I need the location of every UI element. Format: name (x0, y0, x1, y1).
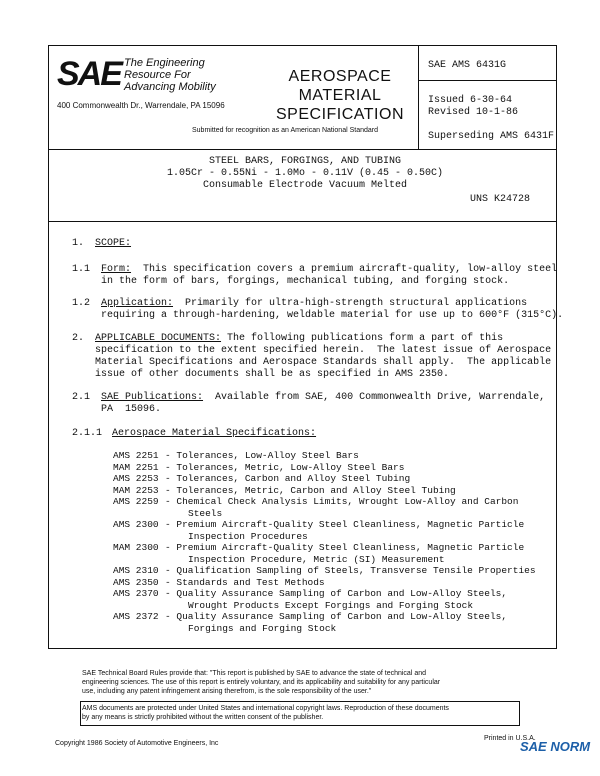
section-2-number: 2. (72, 333, 85, 344)
frame-bottom-line (48, 648, 557, 649)
spec-item-continuation: Steels (188, 507, 223, 519)
section-1-1-number: 1.1 (72, 264, 91, 275)
issued-date: Issued 6-30-64 (428, 95, 513, 106)
section-1-heading: SCOPE: (95, 238, 132, 249)
technical-board-rules: SAE Technical Board Rules provide that: "This report is published by SAE to advance the state of technical and engineering sciences. The use of this report is entirely voluntary, and its applicability and suitability for any particular use, including any patent infringement arising therefrom, is the sole responsibility of the user." (82, 670, 441, 695)
section-2-line-2: specification to the extent specified herein. The latest issue of Aerospace (95, 345, 552, 356)
revised-date: Revised 10-1-86 (428, 107, 519, 118)
sae-tagline: The Engineering Resource For Advancing Mobility (124, 57, 216, 93)
spec-item-continuation: Forgings and Forging Stock (188, 622, 337, 634)
sae-logo: SAE (57, 55, 121, 93)
sae-address: 400 Commonwealth Dr., Warrendale, PA 15096 (57, 101, 225, 110)
title-line-1: STEEL BARS, FORGINGS, AND TUBING (208, 156, 402, 167)
frame-right-line (556, 45, 557, 648)
copyright-notice: AMS documents are protected under United States and international copyright laws. Reproduction of these documents by any means is strictly prohibited without the written consent of the publisher. (82, 705, 449, 721)
section-2-1-number: 2.1 (72, 392, 91, 403)
document-number: SAE AMS 6431G (428, 60, 507, 71)
spec-item: AMS 2350 - Standards and Test Methods (113, 576, 325, 588)
section-2-line-1: APPLICABLE DOCUMENTS: The following publications form a part of this (95, 333, 504, 344)
section-1-2-number: 1.2 (72, 298, 91, 309)
section-1-2-line-2: requiring a through-hardening, weldable material for use up to 600°F (315°C). (101, 310, 564, 321)
spec-list (113, 450, 536, 634)
title-line-2: 1.05Cr - 0.55Ni - 1.0Mo - 0.11V (0.45 - 0.50C) (166, 168, 444, 179)
spec-item: AMS 2370 - Quality Assurance Sampling of Carbon and Low-Alloy Steels, (113, 588, 508, 599)
section-1-2-line-1: Application: Primarily for ultra-high-strength structural applications (101, 298, 528, 309)
copyright-line: Copyright 1986 Society of Automotive Engineers, Inc (55, 740, 219, 747)
spec-item: AMS 2310 - Qualification Sampling of Steels, Transverse Tensile Properties (113, 565, 536, 576)
printed-in-usa: Printed in U.S.A. (484, 735, 536, 742)
section-1-1-line-2: in the form of bars, forgings, mechanical tubing, and forging stock. (101, 276, 510, 287)
section-1-1-line-1: Form: This specification covers a premium aircraft-quality, low-alloy steel (101, 264, 558, 275)
superseding-note: Superseding AMS 6431F (428, 131, 555, 142)
ansi-submission-note: Submitted for recognition as an American National Standard (192, 127, 378, 134)
section-2-1-1-heading: Aerospace Material Specifications: (112, 428, 317, 439)
title-line-3: Consumable Electrode Vacuum Melted (202, 180, 408, 191)
frame-left-line (48, 45, 49, 648)
spec-item-continuation: Inspection Procedures (188, 530, 308, 542)
section-2-line-4: issue of other documents shall be as specified in AMS 2350. (95, 369, 450, 380)
header-divider (48, 149, 556, 150)
section-2-1-1-number: 2.1.1 (72, 428, 103, 439)
section-2-line-3: Material Specifications and Aerospace Standards shall apply. The applicable (95, 357, 552, 368)
docnum-underline (418, 80, 556, 81)
spec-item: AMS 2253 - Tolerances, Carbon and Alloy Steel Tubing (113, 473, 411, 484)
spec-item: MAM 2300 - Premium Aircraft-Quality Steel Cleanliness, Magnetic Particle (113, 542, 525, 553)
title-divider (48, 221, 556, 222)
section-2-1-line-2: PA 15096. (101, 404, 162, 415)
spec-item: AMS 2251 - Tolerances, Low-Alloy Steel Bars (113, 450, 359, 461)
spec-item-continuation: Inspection Procedure, Metric (SI) Measurement (188, 553, 445, 565)
spec-item: MAM 2251 - Tolerances, Metric, Low-Alloy Steel Bars (113, 461, 405, 473)
spec-item: AMS 2372 - Quality Assurance Sampling of Carbon and Low-Alloy Steels, (113, 611, 508, 622)
sae-norm-watermark: SAE NORM (520, 739, 591, 754)
spec-item: MAM 2253 - Tolerances, Metric, Carbon and Alloy Steel Tubing (113, 484, 456, 496)
spec-item: AMS 2300 - Premium Aircraft-Quality Steel Cleanliness, Magnetic Particle (113, 519, 525, 530)
section-1-number: 1. (72, 238, 85, 249)
uns-number: UNS K24728 (470, 194, 531, 205)
spec-item-continuation: Wrought Products Except Forgings and Forging Stock (188, 599, 474, 611)
frame-top-line (48, 45, 556, 46)
section-2-1-line-1: SAE Publications: Available from SAE, 400 Commonwealth Drive, Warrendale, (101, 392, 546, 403)
document-type-heading: AEROSPACE MATERIAL SPECIFICATION (276, 68, 404, 123)
spec-item: AMS 2259 - Chemical Check Analysis Limits, Wrought Low-Alloy and Carbon (113, 496, 519, 507)
